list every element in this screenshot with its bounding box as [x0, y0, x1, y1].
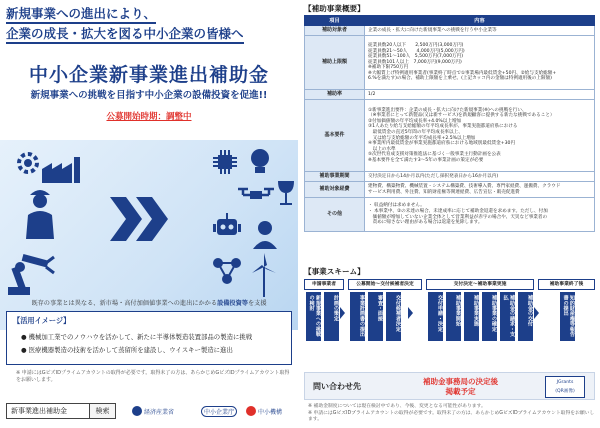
- page-subtitle: 新規事業への挑戦を目指す中小企業の設備投資を促進!!: [30, 90, 268, 101]
- jgrants-label: JGrants: [556, 380, 574, 385]
- table-cell-line: 6.%を満たす)の場合、補助上限額を上乗せ。(上記カッコ内の金額は特例適用後の上限額): [368, 76, 552, 82]
- table-cell-line: ・ 収益納付は求めません。: [368, 203, 425, 209]
- meti-logo-text: 経済産業省: [144, 408, 175, 416]
- table-cell-line: ②付加価値額の年平均成長率+4.0%以上増加: [368, 118, 462, 124]
- drone-icon: [236, 183, 276, 207]
- tagline-line-1: 新規事業への進出により、: [6, 6, 156, 24]
- table-row-value: [365, 100, 595, 172]
- flow-step: 補助金の交付: [518, 292, 533, 341]
- table-row-value: [365, 182, 595, 198]
- flow-step: 計画の策定: [324, 292, 339, 341]
- table-cell-line: ①新事業進出要件：企業の成長・拡大に向けた新規事業(※)への挑戦を行い、: [368, 107, 527, 113]
- flow-step: 補助事業実施: [464, 292, 479, 341]
- table-cell-line: 価値額が増加していない企業全体として営業利益が赤字の場合や、天災など事業者の: [368, 214, 548, 220]
- flow-step: 知的財産権等報告書の提出: [560, 292, 575, 341]
- left-panel: [0, 0, 298, 428]
- meti-logo: [132, 404, 174, 418]
- table-cell-line: ※補助下限750万円: [368, 65, 409, 71]
- table-cell-line: ④事業所内最低賃金が事業実施都道府県における地域別最低賃金+30円: [368, 141, 516, 147]
- gbiz-note: ※ 申請にはGビズIDプライムアカウントの取得が必要です。取得未了の方は、あらかじめGビズIDプライムアカウント取得をお願いします。: [16, 370, 290, 383]
- flow-step: 新規事業への挑戦の検討: [306, 292, 321, 341]
- table-row: [305, 198, 595, 232]
- search-input[interactable]: 新事業進出補助金: [6, 403, 90, 419]
- table-cell-line: 責めに帰さない理由がある場合は返還を免除します。: [368, 220, 483, 226]
- flow-step: 補助金の請求・支払: [500, 292, 515, 341]
- factory-icon: [40, 155, 84, 185]
- description: [0, 298, 298, 307]
- table-cell-line: ※基本要件を全て満たす3～5年の事業計画の策定が必要: [368, 157, 484, 163]
- description-text: 既存の事業とは異なる、新市場・高付加価値事業への進出にかかる: [31, 300, 218, 307]
- right-panel: [300, 0, 600, 428]
- note-line: ※ 申請にはGビズIDプライムアカウントの取得が必要です。取得未了の方は、あらかじめGビズIDプライムアカウント取得をお願いします。: [308, 410, 595, 423]
- table-cell-line: 建物費、構築物費、機械装置・システム構築費、技術導入費、専門家経費、運搬費、クラウド: [368, 183, 561, 189]
- table-row-value: [365, 198, 595, 232]
- jgrants-qr[interactable]: [545, 376, 585, 398]
- flow-step: 交付申請・決定: [428, 292, 443, 341]
- wine-glass-icon: [276, 179, 296, 207]
- table-row: [305, 172, 595, 182]
- chusho-logo: [201, 404, 237, 418]
- table-cell-line: 従業員数101人以上 7,000万円(9,000万円): [368, 59, 462, 65]
- contact-pending-line-2: 掲載予定: [445, 387, 476, 396]
- robot-arm-icon: [4, 241, 58, 297]
- table-row-key: 補助率: [305, 90, 365, 100]
- chusho-logo-text: 中小企業庁: [201, 406, 237, 417]
- table-row-key: 補助事業期間: [305, 172, 365, 182]
- contact-box: [304, 372, 595, 400]
- tagline-line-2: 企業の成長・拡大を図る中小企業の皆様へ: [6, 26, 244, 44]
- table-row-key: 補助対象経費: [305, 182, 365, 198]
- flow-header: 補助事業終了後: [538, 279, 595, 290]
- flow-arrow-icon: [534, 307, 539, 319]
- table-cell-line: 交付決定日から14か月以内(ただし採択発表日から16か月以内): [368, 173, 499, 179]
- table-cell-line: 最低賃金の直近5年間の年平均成長率以上、: [368, 129, 463, 135]
- table-row-key: 補助上限額: [305, 36, 365, 90]
- qr-sub-label: (QR画像): [555, 389, 575, 394]
- table-row-value: [365, 90, 595, 100]
- table-cell-line: ・ 本事業中、②の未達の場合、未達成率に応じて補助金返還を求めます。ただし、付加: [368, 208, 548, 214]
- right-notes: [308, 404, 596, 424]
- wind-turbine-icon: [250, 253, 278, 297]
- summary-section-title: 【補助事業概要】: [304, 4, 365, 13]
- table-cell-line: ※大幅賃上げ特例適用事業者(事業終了時点で①事業場内最低賃金+50円、②給与支給総額+: [368, 70, 557, 76]
- table-row: [305, 90, 595, 100]
- molecule-icon: [210, 255, 244, 285]
- usage-item: ● 機械加工業でのノウハウを活かして、新たに半導体製造装置部品の製造に挑戦: [21, 333, 253, 341]
- table-row: [305, 26, 595, 36]
- gear-icon: [14, 149, 42, 177]
- usage-image-box: [6, 311, 292, 365]
- page-title: 中小企業新事業進出補助金: [28, 64, 269, 86]
- chevron-arrows-icon: [110, 197, 180, 241]
- smrj-logo-mark-icon: [246, 406, 256, 416]
- table-cell-line: サービス利用費、外注費、知的財産権等関連経費、広告宣伝・販売促進費: [368, 189, 520, 195]
- description-bold: 設備投資等: [217, 300, 248, 307]
- table-row-value: [365, 36, 595, 90]
- scheme-flow: [304, 279, 595, 343]
- table-cell-line: 1/2: [368, 91, 376, 97]
- flow-step: 事業計画書の提出: [350, 292, 365, 341]
- table-header-item: 項目: [305, 16, 365, 26]
- table-cell-line: 従業員数20人以下 2,500万円(3,000万円): [368, 42, 464, 48]
- table-cell-line: 従業員数21～50人 4,000万円(5,000万円): [368, 48, 465, 54]
- flow-header: 公募開始～交付候補者決定: [348, 279, 422, 290]
- table-cell-line: （※事業者にとって新製品(又は新サービス)を新規顧客に提供する新たな挑戦であること）: [368, 113, 555, 119]
- search-button[interactable]: 検索: [90, 403, 116, 419]
- table-row-value: [365, 26, 595, 36]
- person-icon: [250, 219, 280, 249]
- worker-icon: [22, 185, 58, 239]
- table-cell-line: ③1人あたり給与支給総額の年平均成長率が、事業実施都道府県における: [368, 124, 518, 130]
- table-cell-line: 以上の水準: [368, 146, 396, 152]
- table-cell-line: 又は給与支給総額の年平均成長率+2.5%以上増加: [368, 135, 476, 141]
- meti-logo-mark-icon: [132, 406, 142, 416]
- table-header-content: 内容: [365, 16, 595, 26]
- scheme-section-title: 【事業スキーム】: [304, 267, 365, 276]
- contact-label: 問い合わせ先: [313, 382, 361, 391]
- table-cell-line: 企業の成長・拡大に向けた新規事業への挑戦を行う中小企業等: [368, 27, 497, 33]
- table-cell-line: 従業員数51～100人 5,500万円(7,000万円): [368, 54, 464, 60]
- flow-arrow-icon: [340, 307, 345, 319]
- table-row-key: その他: [305, 198, 365, 232]
- table-row-key: 補助対象者: [305, 26, 365, 36]
- flow-step: 補助事業開始: [446, 292, 461, 341]
- flow-step: 審査・面接: [368, 292, 383, 341]
- flow-header: 交付決定～補助事業実施: [426, 279, 534, 290]
- chip-icon: [212, 149, 238, 175]
- summary-table: [304, 15, 595, 232]
- smrj-logo-text: 中小機構: [258, 408, 283, 416]
- contact-pending: [423, 377, 498, 397]
- table-row-value: [365, 172, 595, 182]
- flow-header: 申請事業者: [304, 279, 344, 290]
- table-row: [305, 182, 595, 198]
- lightbulb-icon: [248, 147, 272, 177]
- note-line: ※ 補助金制度については現在検討中であり、今後、変更となる可能性があります。: [308, 404, 486, 409]
- illustration-area: [0, 145, 298, 305]
- usage-item: ● 医療機器製造の技術を活かして蒸留所を建設し、ウイスキー製造に進出: [21, 346, 233, 354]
- table-row-key: 基本要件: [305, 100, 365, 172]
- flow-arrow-icon: [408, 307, 413, 319]
- flow-step: 補助事業の確定: [482, 292, 497, 341]
- description-tail: を支援: [248, 300, 267, 307]
- contact-pending-line-1: 補助金事務局の決定後: [423, 377, 498, 386]
- flow-step: 交付候補者決定: [386, 292, 401, 341]
- application-period: 公募開始時期：調整中: [106, 112, 192, 122]
- table-row: [305, 36, 595, 90]
- smrj-logo: [246, 404, 282, 418]
- table-row: [305, 100, 595, 172]
- table-cell-line: ⑤次世代育成支援対策推進法に基づく一般事業主行動計画を公表: [368, 152, 501, 158]
- usage-heading: 【活用イメージ】: [13, 316, 71, 325]
- robot-icon: [212, 211, 242, 241]
